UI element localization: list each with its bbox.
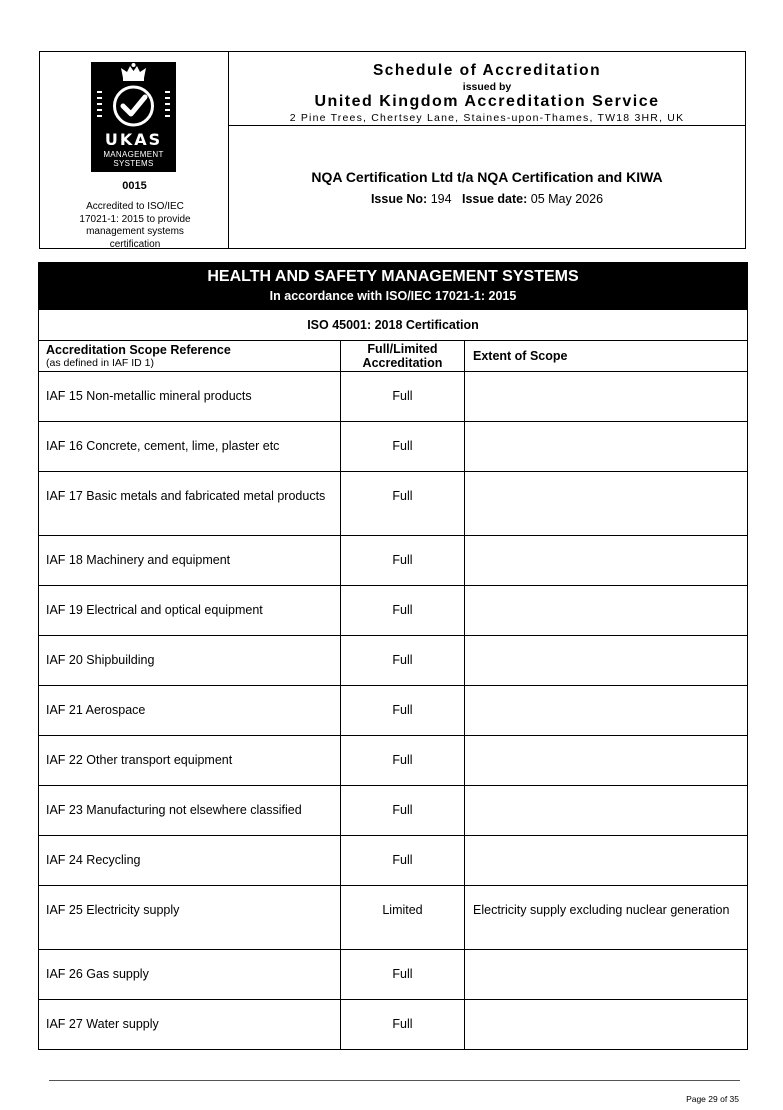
extent-of-scope: Electricity supply excluding nuclear generation bbox=[465, 886, 748, 950]
issue-date-value: 05 May 2026 bbox=[530, 192, 604, 206]
scope-reference: IAF 20 Shipbuilding bbox=[39, 636, 341, 686]
title-block bbox=[229, 52, 745, 126]
extent-of-scope bbox=[465, 372, 748, 422]
scope-row bbox=[39, 536, 748, 586]
column-header-accreditation-line2: Accreditation bbox=[362, 356, 443, 370]
scope-row bbox=[39, 686, 748, 736]
scope-row bbox=[39, 836, 748, 886]
scope-row bbox=[39, 422, 748, 472]
extent-of-scope bbox=[465, 472, 748, 536]
accreditation-note: Accredited to ISO/IEC 17021-1: 2015 to provide management systems certification bbox=[79, 201, 191, 250]
extent-of-scope bbox=[465, 636, 748, 686]
accreditation-mark-panel bbox=[40, 52, 229, 248]
extent-of-scope bbox=[465, 586, 748, 636]
logo-wordmark: UKAS bbox=[104, 130, 163, 149]
accreditation-type: Full bbox=[341, 736, 465, 786]
extent-of-scope bbox=[465, 686, 748, 736]
scope-reference: IAF 22 Other transport equipment bbox=[39, 736, 341, 786]
certification-standard: ISO 45001: 2018 Certification bbox=[39, 310, 748, 341]
accreditation-type: Full bbox=[341, 472, 465, 536]
crown-tick-icon bbox=[91, 62, 176, 132]
issue-no-label: Issue No: bbox=[370, 192, 428, 206]
accreditation-type: Full bbox=[341, 536, 465, 586]
scope-reference: IAF 21 Aerospace bbox=[39, 686, 341, 736]
scope-reference: IAF 25 Electricity supply bbox=[39, 886, 341, 950]
issue-no-value: 194 bbox=[430, 192, 452, 206]
column-header-reference-subtitle: (as defined in IAF ID 1) bbox=[46, 356, 154, 369]
scope-reference: IAF 24 Recycling bbox=[39, 836, 341, 886]
accreditation-type: Full bbox=[341, 636, 465, 686]
scope-row bbox=[39, 472, 748, 536]
accreditation-type: Full bbox=[341, 372, 465, 422]
accreditation-type: Full bbox=[341, 422, 465, 472]
extent-of-scope bbox=[465, 950, 748, 1000]
extent-of-scope bbox=[465, 422, 748, 472]
issue-date-label: Issue date: bbox=[461, 192, 528, 206]
section-header-row bbox=[39, 263, 748, 310]
column-header-reference bbox=[39, 341, 341, 372]
section-header bbox=[39, 263, 748, 310]
logo-caption-line2: SYSTEMS bbox=[113, 159, 154, 168]
schedule-info-panel bbox=[229, 52, 745, 248]
accreditation-type: Full bbox=[341, 586, 465, 636]
logo-caption bbox=[91, 150, 176, 168]
scope-row bbox=[39, 786, 748, 836]
logo-caption-line1: MANAGEMENT bbox=[103, 150, 164, 159]
scope-table bbox=[38, 262, 748, 1050]
accreditation-type: Full bbox=[341, 686, 465, 736]
scope-row bbox=[39, 950, 748, 1000]
scope-reference: IAF 23 Manufacturing not elsewhere classified bbox=[39, 786, 341, 836]
ukas-logo bbox=[91, 62, 176, 172]
scope-reference: IAF 19 Electrical and optical equipment bbox=[39, 586, 341, 636]
scope-row bbox=[39, 1000, 748, 1050]
column-header-accreditation-line1: Full/Limited bbox=[367, 342, 438, 356]
scope-reference: IAF 18 Machinery and equipment bbox=[39, 536, 341, 586]
issued-by-label: issued by bbox=[462, 81, 512, 93]
scope-reference: IAF 17 Basic metals and fabricated metal products bbox=[39, 472, 341, 536]
scope-row bbox=[39, 586, 748, 636]
scope-row bbox=[39, 886, 748, 950]
scope-row bbox=[39, 372, 748, 422]
accreditation-type: Full bbox=[341, 836, 465, 886]
accreditation-number: 0015 bbox=[122, 180, 147, 192]
section-subtitle: In accordance with ISO/IEC 17021-1: 2015 bbox=[269, 289, 517, 303]
service-address: 2 Pine Trees, Chertsey Lane, Staines-upon-Thames, TW18 3HR, UK bbox=[289, 112, 685, 124]
extent-of-scope bbox=[465, 836, 748, 886]
accreditation-type: Full bbox=[341, 1000, 465, 1050]
scope-reference: IAF 15 Non-metallic mineral products bbox=[39, 372, 341, 422]
section-title: HEALTH AND SAFETY MANAGEMENT SYSTEMS bbox=[207, 268, 579, 285]
accreditation-type: Full bbox=[341, 950, 465, 1000]
certification-row bbox=[39, 310, 748, 341]
footer-rule bbox=[49, 1080, 740, 1081]
extent-of-scope bbox=[465, 536, 748, 586]
service-name: United Kingdom Accreditation Service bbox=[314, 93, 660, 110]
column-header-extent: Extent of Scope bbox=[465, 341, 748, 372]
scope-row bbox=[39, 736, 748, 786]
organisation-name: NQA Certification Ltd t/a NQA Certification and KIWA bbox=[311, 169, 663, 185]
accreditation-type: Limited bbox=[341, 886, 465, 950]
extent-of-scope bbox=[465, 786, 748, 836]
extent-of-scope bbox=[465, 736, 748, 786]
accreditation-type: Full bbox=[341, 786, 465, 836]
page-number: Page 29 of 35 bbox=[686, 1094, 739, 1104]
extent-of-scope bbox=[465, 1000, 748, 1050]
scope-reference: IAF 26 Gas supply bbox=[39, 950, 341, 1000]
column-header-reference-title: Accreditation Scope Reference bbox=[46, 342, 231, 357]
column-header-accreditation bbox=[341, 341, 465, 372]
issue-line bbox=[229, 192, 745, 206]
scope-reference: IAF 16 Concrete, cement, lime, plaster etc bbox=[39, 422, 341, 472]
column-header-row bbox=[39, 341, 748, 372]
schedule-title: Schedule of Accreditation bbox=[372, 62, 602, 79]
scope-reference: IAF 27 Water supply bbox=[39, 1000, 341, 1050]
schedule-header bbox=[39, 51, 746, 249]
scope-row bbox=[39, 636, 748, 686]
